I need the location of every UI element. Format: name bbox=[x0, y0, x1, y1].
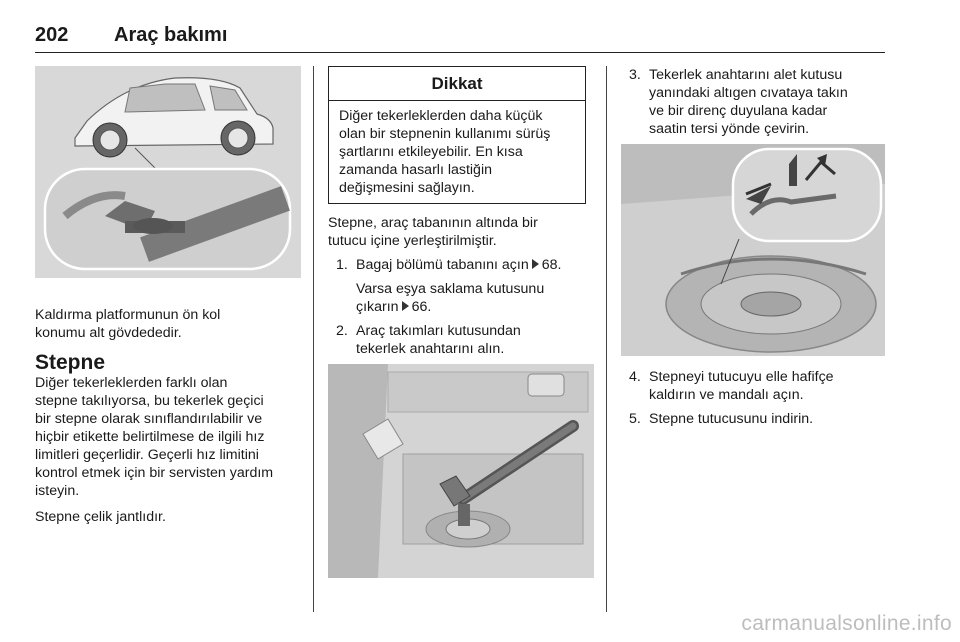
spare-wheel-illustration bbox=[621, 144, 885, 356]
step-number: 1. bbox=[336, 257, 348, 273]
right-column bbox=[621, 66, 887, 434]
step-3-line: saatin tersi yönde çevirin. bbox=[649, 121, 810, 137]
intro-line: Stepne, araç tabanının altında bir bbox=[328, 215, 538, 231]
step-2-line: tekerlek anahtarını alın. bbox=[356, 341, 505, 357]
intro-line: tutucu içine yerleştirilmiştir. bbox=[328, 233, 497, 249]
step-3-line: ve bir direnç duyulana kadar bbox=[649, 103, 828, 119]
page-ref-icon bbox=[532, 259, 539, 269]
wheel-wrench-illustration bbox=[328, 364, 594, 578]
left-column bbox=[35, 66, 301, 526]
middle-column bbox=[328, 66, 594, 578]
page-number: 202 bbox=[35, 24, 69, 46]
step-1-page-ref[interactable]: 68. bbox=[541, 257, 562, 273]
section-title: Araç bakımı bbox=[114, 24, 228, 46]
site-watermark: carmanualsonline.info bbox=[741, 612, 952, 635]
para1-line: Diğer tekerleklerden farklı olan bbox=[35, 375, 228, 391]
para1-line: kontrol etmek için bir servisten yardım bbox=[35, 465, 274, 481]
step-1-sub-line: Varsa eşya saklama kutusunu bbox=[356, 281, 545, 297]
para1-line: stepne takılıyorsa, bu tekerlek geçici bbox=[35, 393, 264, 409]
step-number: 4. bbox=[629, 369, 641, 385]
column-divider-right bbox=[606, 66, 607, 612]
step-1-sub-paragraph bbox=[356, 280, 594, 316]
step-number: 3. bbox=[629, 67, 641, 83]
steps-list-right bbox=[629, 66, 887, 138]
stepne-paragraph-2: Stepne çelik jantlıdır. bbox=[35, 509, 166, 525]
caution-box bbox=[328, 66, 586, 204]
caution-line: zamanda hasarlı lastiğin bbox=[339, 162, 492, 178]
step-1-sub-text: çıkarın bbox=[356, 299, 399, 315]
caution-line: Diğer tekerleklerden daha küçük bbox=[339, 108, 543, 124]
step-1-sub-line bbox=[356, 298, 594, 316]
step-3-line: yanındaki altıgen cıvataya takın bbox=[649, 85, 848, 101]
step-4-line: Stepneyi tutucuyu elle hafifçe bbox=[649, 369, 834, 385]
steps-list-middle bbox=[336, 256, 594, 274]
steps-list-right-2 bbox=[629, 368, 887, 428]
step-text-container bbox=[649, 66, 887, 138]
step-3 bbox=[629, 66, 887, 138]
step-1-text: Bagaj bölümü tabanını açın bbox=[356, 257, 529, 273]
caution-line: değişmesini sağlayın. bbox=[339, 180, 475, 196]
page-ref-icon bbox=[402, 301, 409, 311]
page-header bbox=[35, 24, 885, 53]
step-number: 5. bbox=[629, 411, 641, 427]
step-2 bbox=[336, 322, 594, 358]
figure-caption-line-1: Kaldırma platformunun ön kol bbox=[35, 307, 221, 323]
caution-title: Dikkat bbox=[329, 67, 585, 101]
stepne-paragraph-1 bbox=[35, 374, 301, 500]
step-1-sub-page-ref[interactable]: 66. bbox=[411, 299, 432, 315]
steps-list-middle-2 bbox=[336, 322, 594, 358]
step-3-line: Tekerlek anahtarını alet kutusu bbox=[649, 67, 843, 83]
para1-line: limitleri geçerlidir. Geçerli hız limitini bbox=[35, 447, 259, 463]
figure-caption-line-2: konumu alt gövdededir. bbox=[35, 325, 182, 341]
step-text-container bbox=[356, 256, 594, 274]
step-2-line: Araç takımları kutusundan bbox=[356, 323, 521, 339]
car-lift-figure bbox=[35, 66, 301, 278]
step-text-container bbox=[356, 322, 594, 358]
wheel-wrench-figure bbox=[328, 364, 594, 578]
para1-line: bir stepne olarak sınıflandırılabilir ve bbox=[35, 411, 263, 427]
para1-line: hiçbir etikette belirtilmese de ilgili hız bbox=[35, 429, 265, 445]
step-4 bbox=[629, 368, 887, 404]
caution-body bbox=[329, 101, 585, 203]
step-5 bbox=[629, 410, 887, 428]
step-text-container bbox=[649, 368, 887, 404]
para1-line: isteyin. bbox=[35, 483, 80, 499]
caution-line: şartlarını etkileyebilir. En kısa bbox=[339, 144, 523, 160]
step-5-text: Stepne tutucusunu indirin. bbox=[649, 411, 814, 427]
spare-wheel-figure bbox=[621, 144, 885, 356]
step-1 bbox=[336, 256, 594, 274]
step-4-line: kaldırın ve mandalı açın. bbox=[649, 387, 804, 403]
car-lift-illustration bbox=[35, 66, 301, 278]
stepne-heading: Stepne bbox=[35, 351, 106, 374]
caution-line: olan bir stepnenin kullanımı sürüş bbox=[339, 126, 551, 142]
column-divider-left bbox=[313, 66, 314, 612]
step-number: 2. bbox=[336, 323, 348, 339]
